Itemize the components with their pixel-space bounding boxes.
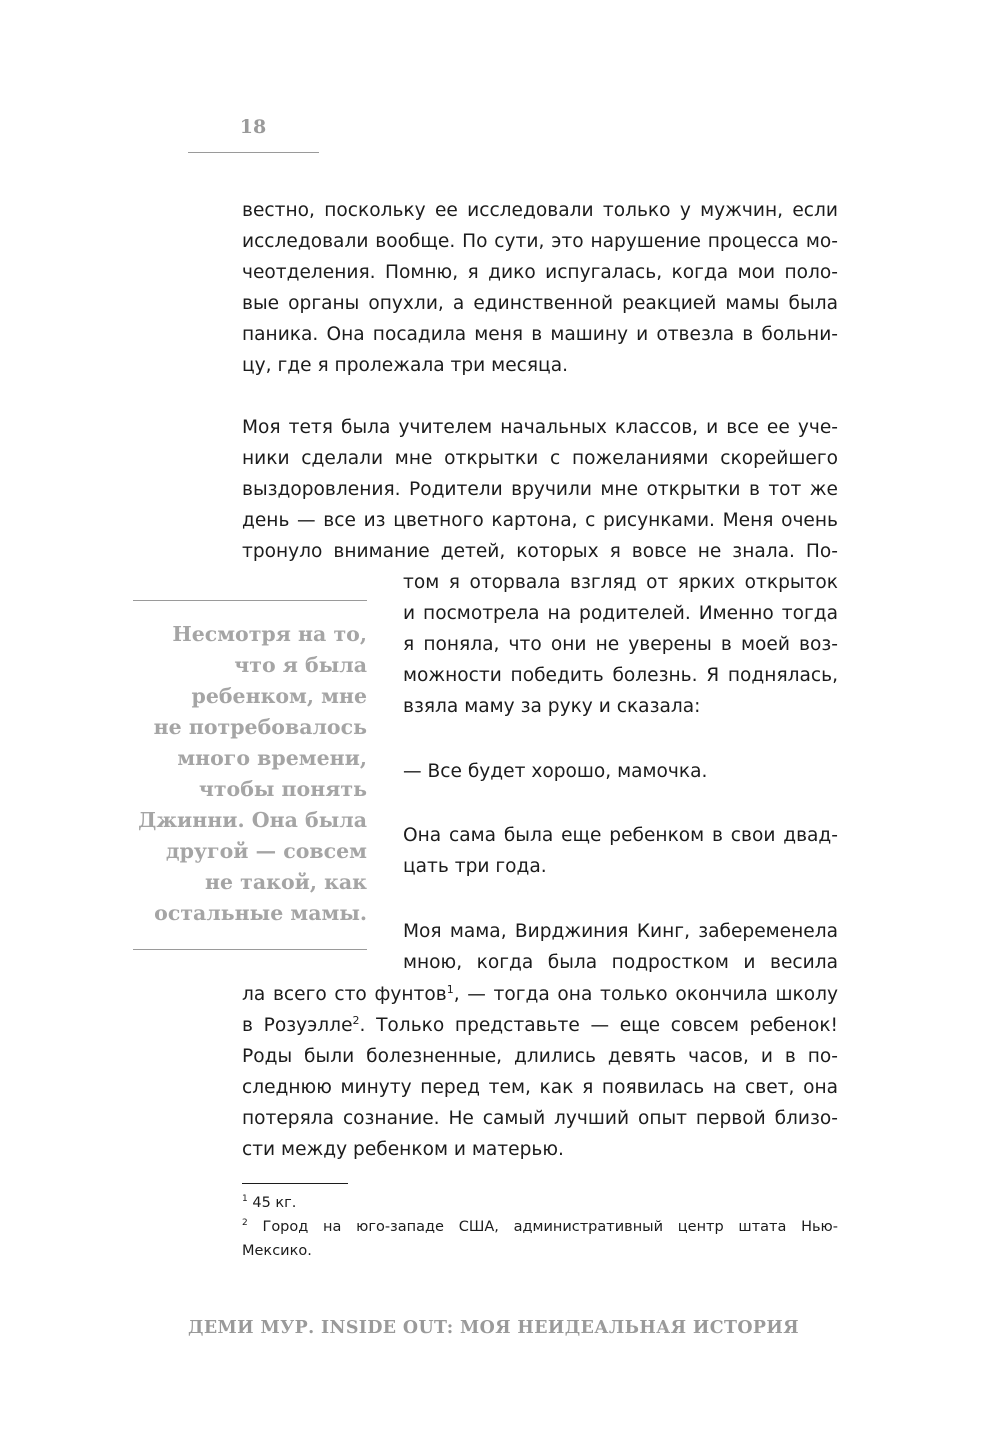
footnote-1 xyxy=(242,1191,838,1215)
paragraph-5 xyxy=(403,916,838,978)
text-segment: ла всего сто фунтов xyxy=(242,984,447,1005)
text-line: том я оторвала взгляд от ярких открыток xyxy=(403,572,838,593)
pull-quote xyxy=(133,600,367,950)
footnote-text: 45 кг. xyxy=(247,1195,297,1211)
text-line: цать три года. xyxy=(403,856,547,877)
text-line: я поняла, что они не уверены в моей воз- xyxy=(403,634,838,655)
pull-quote-line: остальные мамы. xyxy=(154,901,367,925)
paragraph-1 xyxy=(242,195,838,381)
text-line: паника. Она посадила меня в машину и отвезла в больни- xyxy=(242,324,838,345)
footnote-mark: 1 xyxy=(242,1194,248,1205)
footnote-mark: 2 xyxy=(242,1218,248,1229)
paragraph-2-continued xyxy=(403,567,838,722)
page-number-divider xyxy=(188,152,319,153)
paragraph-2 xyxy=(242,412,838,567)
text-line: тронуло внимание детей, которых я вовсе не знала. По- xyxy=(242,541,838,562)
paragraph-3 xyxy=(403,756,838,787)
text-line: Моя тетя была учителем начальных классов, и все ее уче- xyxy=(242,417,838,438)
text-line: взяла маму за руку и сказала: xyxy=(403,696,701,717)
footnote-2-continuation: Мексико. xyxy=(242,1243,312,1259)
footnote-reference: 1 xyxy=(446,982,454,996)
text-line xyxy=(242,1010,838,1041)
text-line: потеряла сознание. Не самый лучший опыт первой близо- xyxy=(242,1108,838,1129)
pull-quote-line: не потребовалось xyxy=(153,715,367,739)
text-line: вестно, поскольку ее исследовали только у мужчин, если xyxy=(242,200,838,221)
text-line: вые органы опухли, а единственной реакцией мамы была xyxy=(242,293,838,314)
text-line: чеотделения. Помню, я дико испугалась, когда мои поло- xyxy=(242,262,838,283)
footnote-2 xyxy=(242,1215,838,1239)
text-line: Она сама была еще ребенком в свои двад- xyxy=(403,825,838,846)
text-line: Моя мама, Вирджиния Кинг, забеременела xyxy=(403,921,838,942)
pull-quote-text xyxy=(138,619,367,929)
text-line: выздоровления. Родители вручили мне открытки в тот же xyxy=(242,479,838,500)
text-line xyxy=(242,979,838,1010)
text-line: цу, где я пролежала три месяца. xyxy=(242,355,569,376)
running-footer: ДЕМИ МУР. INSIDE OUT: МОЯ НЕИДЕАЛЬНАЯ ИСТОРИЯ xyxy=(188,1318,799,1338)
text-segment: в Розуэлле xyxy=(242,1015,353,1036)
paragraph-4 xyxy=(403,820,838,882)
pull-quote-line: Джинни. Она была xyxy=(138,808,367,832)
text-line: следнюю минуту перед тем, как я появилась на свет, она xyxy=(242,1077,838,1098)
pull-quote-line: Несмотря на то, xyxy=(172,622,367,646)
pull-quote-line: другой — совсем xyxy=(165,839,367,863)
footnotes xyxy=(242,1191,838,1263)
pull-quote-line: что я была xyxy=(234,653,367,677)
text-line: ники сделали мне открытки с пожеланиями скорейшего xyxy=(242,448,838,469)
text-line: сти между ребенком и матерью. xyxy=(242,1139,564,1160)
text-line: Роды были болезненные, длились девять часов, и в по- xyxy=(242,1046,838,1067)
text-line: день — все из цветного картона, с рисунками. Меня очень xyxy=(242,510,838,531)
paragraph-5-continued xyxy=(242,979,838,1165)
text-line: — Все будет хорошо, мамочка. xyxy=(403,761,708,782)
text-line: мною, когда была подростком и весила xyxy=(403,952,838,973)
footnote-text: Город на юго-западе США, административный центр штата Нью- xyxy=(247,1219,838,1235)
pull-quote-line: не такой, как xyxy=(204,870,367,894)
pull-quote-line: много времени, xyxy=(177,746,367,770)
text-segment: , — тогда она только окончила школу xyxy=(453,984,838,1005)
footnote-divider xyxy=(242,1183,348,1184)
pull-quote-line: ребенком, мне xyxy=(191,684,367,708)
text-segment: . Только представьте — еще совсем ребенок! xyxy=(359,1015,839,1036)
text-line: исследовали вообще. По сути, это нарушение процесса мо- xyxy=(242,231,838,252)
footnote-reference: 2 xyxy=(352,1013,360,1027)
text-line: и посмотрела на родителей. Именно тогда xyxy=(403,603,838,624)
pull-quote-line: чтобы понять xyxy=(198,777,367,801)
page-number: 18 xyxy=(239,116,267,138)
text-line: можности победить болезнь. Я поднялась, xyxy=(403,665,838,686)
